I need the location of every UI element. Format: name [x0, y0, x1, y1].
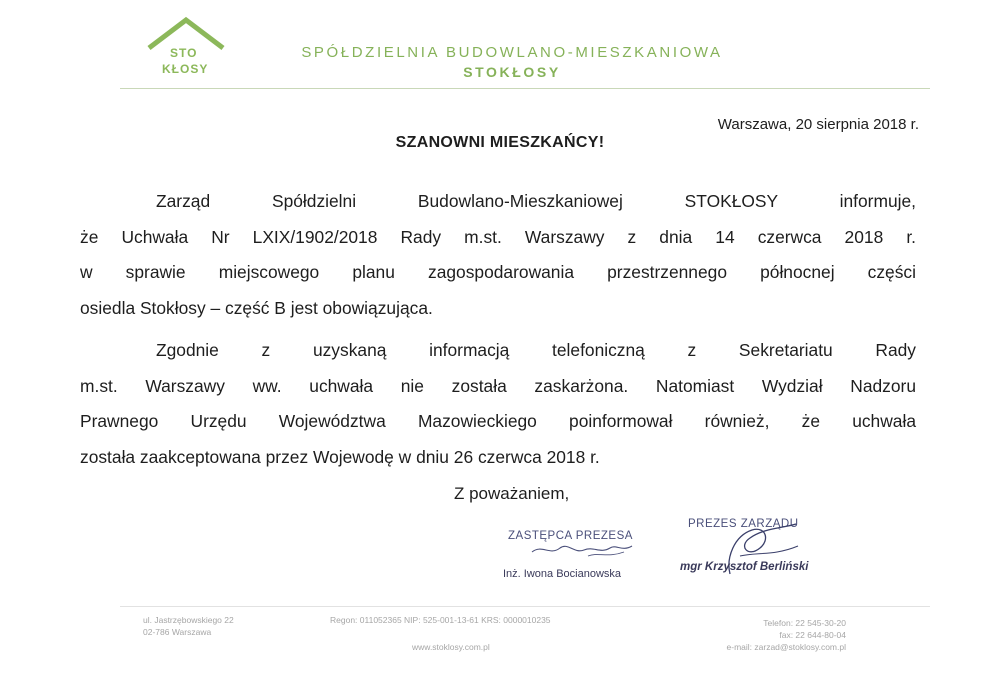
left-signatory-name: Inż. Iwona Bocianowska [503, 568, 622, 580]
paragraph-line: Zgodnie z uzyskaną informacją telefoniczną z Sekretariatu Rady [156, 340, 916, 360]
right-signatory-title: PREZES ZARZĄDU [688, 518, 799, 530]
logo-text-bottom: KŁOSY [162, 62, 209, 76]
paragraph-line: osiedla Stokłosy – część B jest obowiązująca. [80, 297, 433, 318]
footer-address-line-2: 02-786 Warszawa [143, 627, 212, 637]
footer-registry: Regon: 011052365 NIP: 525-001-13-61 KRS: 0000010235 [330, 615, 551, 625]
footer-phone: Telefon: 22 545-30-20 [763, 618, 846, 628]
paragraph-line: w sprawie miejscowego planu zagospodarowania przestrzennego północnej części [80, 262, 916, 282]
cooperative-logo [146, 16, 226, 78]
paragraph-line: została zaakceptowana przez Wojewodę w dniu 26 czerwca 2018 r. [80, 446, 600, 467]
closing-phrase: Z poważaniem, [454, 484, 570, 503]
paragraph-line: m.st. Warszawy ww. uchwała nie została zaskarżona. Natomiast Wydział Nadzoru [80, 375, 916, 396]
footer-address-line-1: ul. Jastrzębowskiego 22 [143, 615, 234, 625]
place-date: Warszawa, 20 sierpnia 2018 r. [717, 116, 919, 133]
left-signatory-title: ZASTĘPCA PREZESA [508, 530, 633, 542]
paragraph-2 [80, 333, 916, 475]
paragraph-line: Zarząd Spółdzielni Budowlano-Mieszkaniowej STOKŁOSY informuje, [156, 191, 916, 211]
footer-fax: fax: 22 644-80-04 [779, 630, 846, 640]
organization-name: SPÓŁDZIELNIA BUDOWLANO-MIESZKANIOWA [301, 44, 723, 61]
paragraph-line: że Uchwała Nr LXIX/1902/2018 Rady m.st. Warszawy z dnia 14 czerwca 2018 r. [80, 226, 916, 247]
paragraph-line: Prawnego Urzędu Województwa Mazowieckiego poinformował również, że uchwała [80, 411, 916, 431]
paragraph-1 [80, 184, 916, 326]
footer-website[interactable]: www.stoklosy.com.pl [412, 642, 490, 652]
header-divider [120, 88, 930, 89]
left-signature-icon [528, 538, 638, 562]
footer-email[interactable]: e-mail: zarzad@stoklosy.com.pl [726, 642, 846, 652]
right-signatory-name: mgr Krzysztof Berliński [680, 561, 809, 573]
organization-subname: STOKŁOSY [463, 64, 561, 80]
logo-text-top: STO [170, 46, 198, 60]
letter-heading: SZANOWNI MIESZKAŃCY! [395, 134, 605, 151]
footer-divider [120, 606, 930, 607]
